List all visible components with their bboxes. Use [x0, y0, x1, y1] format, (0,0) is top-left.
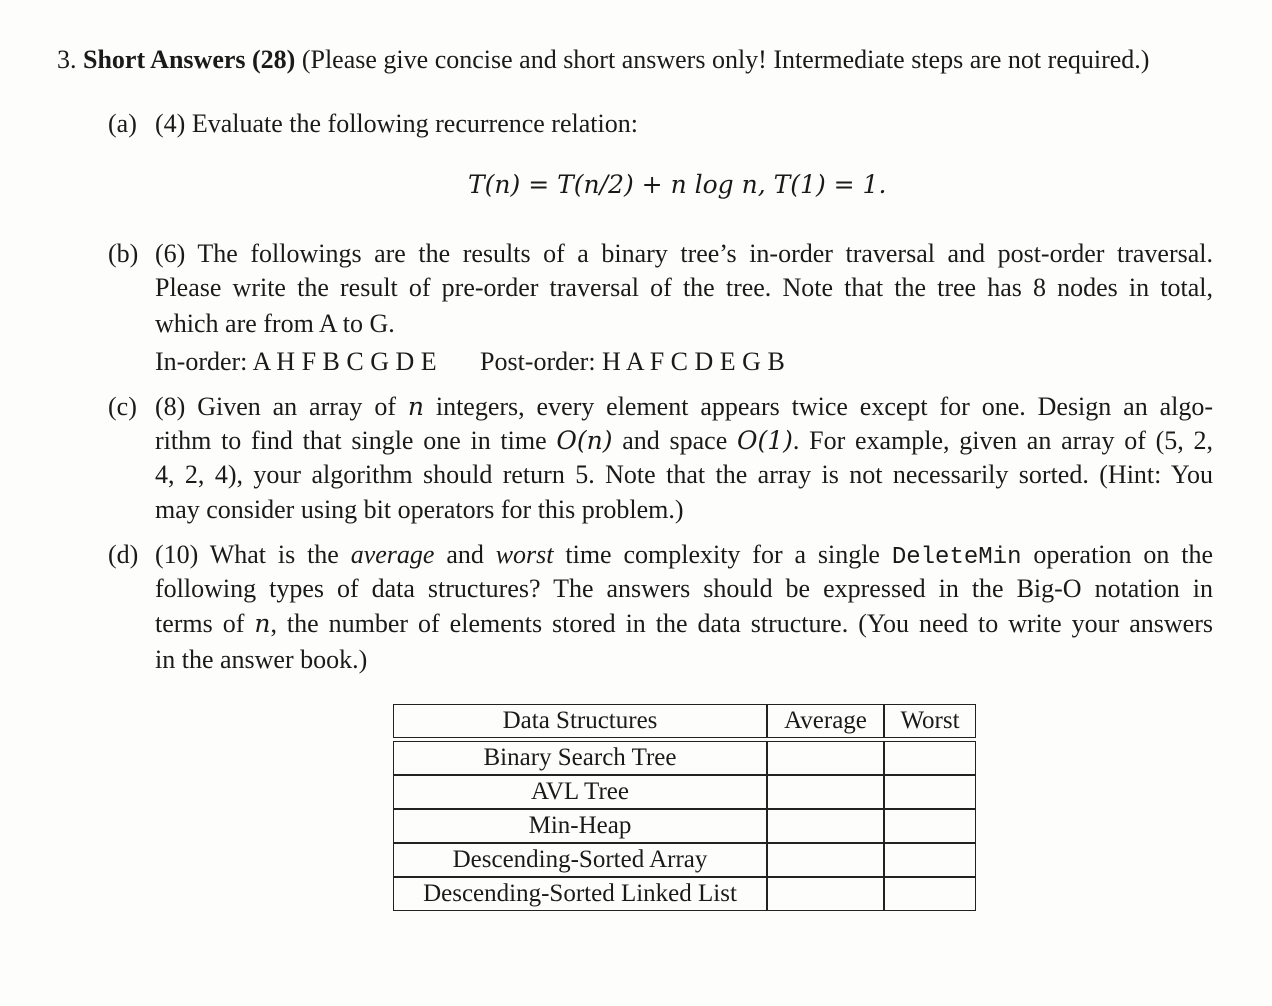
header-data-structures: Data Structures	[393, 704, 767, 738]
question-header	[57, 42, 1149, 77]
row-label: Descending-Sorted Linked List	[393, 877, 767, 911]
average-cell	[767, 775, 884, 809]
table-row	[393, 775, 976, 809]
row-label: Descending-Sorted Array	[393, 843, 767, 877]
worst-cell	[884, 843, 976, 877]
table-row	[393, 809, 976, 843]
row-label: AVL Tree	[393, 775, 767, 809]
average-word: average	[350, 540, 435, 569]
time-complexity: O(n)	[556, 426, 613, 455]
part-d-line-2: following types of data structures? The answers should be expressed in the Big-O notation in	[155, 574, 1213, 603]
question-title: Short Answers (28)	[83, 45, 296, 74]
part-d-line-3	[155, 606, 1213, 641]
part-b-line-2: Please write the result of pre-order traversal of the tree. Note that the tree has 8 nodes in total,	[155, 273, 1213, 302]
table-row	[393, 843, 976, 877]
table-row	[393, 877, 976, 911]
worst-cell	[884, 775, 976, 809]
header-average: Average	[767, 704, 884, 738]
part-a-text: (4) Evaluate the following recurrence relation:	[155, 109, 638, 138]
worst-cell	[884, 877, 976, 911]
worst-word: worst	[495, 540, 554, 569]
part-c-line-2-start: rithm to find that single one in time	[155, 426, 557, 455]
worst-cell	[884, 809, 976, 843]
part-d-var-n: n	[254, 609, 271, 638]
worst-cell	[884, 741, 976, 775]
part-d-line-3-start: terms of	[155, 609, 255, 638]
part-a-label: (a)	[108, 109, 137, 138]
table-header-row	[393, 704, 976, 738]
row-label: Min-Heap	[393, 809, 767, 843]
part-d-line-1-mid: time complexity for a single	[553, 540, 892, 569]
row-label: Binary Search Tree	[393, 741, 767, 775]
deletemin-op: DeleteMin	[891, 544, 1022, 571]
table-row	[393, 741, 976, 775]
part-c-line-2-end: . For example, given an array of (5, 2,	[792, 426, 1213, 455]
part-d-line-1-end: operation on the	[1021, 540, 1213, 569]
header-worst: Worst	[884, 704, 976, 738]
recurrence-formula: T(n) = T(n/2) + n log n, T(1) = 1.	[468, 170, 887, 199]
part-c-line-1-end: integers, every element appears twice except for one. Design an algo-	[423, 392, 1214, 421]
part-d-line-4: in the answer book.)	[155, 645, 368, 674]
part-d-line-3-end: , the number of elements stored in the data structure. (You need to write your answers	[270, 609, 1213, 638]
part-b-label: (b)	[108, 239, 139, 268]
part-c-label: (c)	[108, 392, 137, 421]
part-c-line-1-start: (8) Given an array of	[155, 392, 408, 421]
part-c-line-3: 4, 2, 4), your algorithm should return 5. Note that the array is not necessarily sorted. (Hint: You	[155, 460, 1213, 489]
average-cell	[767, 741, 884, 775]
complexity-table	[393, 704, 976, 911]
question-instruction: (Please give concise and short answers only! Intermediate steps are not required.)	[301, 45, 1150, 74]
part-c-line-4: may consider using bit operators for this problem.)	[155, 495, 684, 524]
part-d-label: (d)	[108, 540, 139, 569]
part-c-line-2	[155, 423, 1213, 458]
inorder-sequence: In-order: A H F B C G D E	[155, 347, 437, 376]
average-cell	[767, 809, 884, 843]
part-c-line-1	[155, 389, 1213, 424]
part-d-line-1-start: (10) What is the	[155, 540, 351, 569]
part-c-line-2-mid: and space	[612, 426, 737, 455]
average-cell	[767, 877, 884, 911]
part-d-and: and	[434, 540, 496, 569]
part-b-line-3: which are from A to G.	[155, 309, 395, 338]
part-d-line-1	[155, 537, 1213, 575]
part-c-var-n: n	[407, 392, 424, 421]
average-cell	[767, 843, 884, 877]
part-b-line-1: (6) The followings are the results of a binary tree’s in-order traversal and post-order traversal.	[155, 239, 1213, 268]
postorder-sequence: Post-order: H A F C D E G B	[480, 347, 785, 376]
question-number: 3.	[57, 45, 77, 74]
space-complexity: O(1)	[736, 426, 793, 455]
